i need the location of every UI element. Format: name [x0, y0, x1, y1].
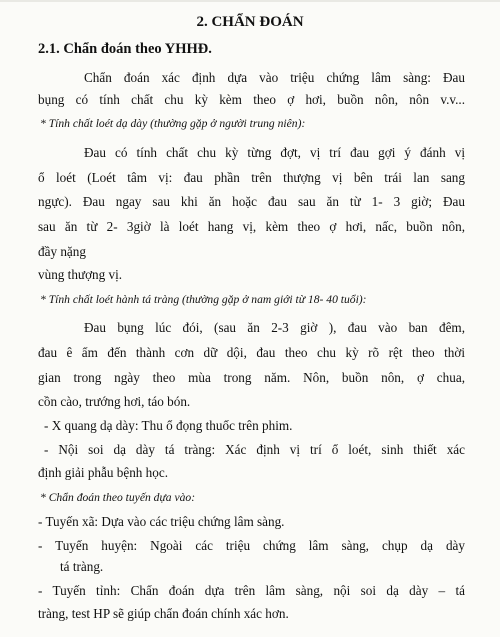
paragraph-line: sau ăn từ 2- 3giờ là loét hang vị, kèm theo ợ hơi, nấc, buồn nôn, [38, 219, 465, 234]
paragraph-line: tràng, test HP sẽ giúp chẩn đoán chính xác hơn. [38, 606, 289, 621]
paragraph-line: tá tràng. [60, 559, 104, 574]
section-title: 2. CHẨN ĐOÁN [196, 14, 304, 30]
paragraph-line: định giải phẫu bệnh học. [38, 465, 169, 480]
list-item: - Nội soi dạ dày tá tràng: Xác định vị trí ổ loét, sinh thiết xác [44, 442, 465, 457]
paragraph-line: vùng thượng vị. [38, 267, 123, 282]
paragraph-line: Chẩn đoán xác định dựa vào triệu chứng lâm sàng: Đau [84, 70, 465, 85]
italic-heading: * Tính chất loét hành tá tràng (thường gặp ở nam giới từ 18- 40 tuổi): [40, 293, 367, 306]
subsection-heading: 2.1. Chẩn đoán theo YHHĐ. [38, 41, 212, 57]
list-item: - Tuyến huyện: Ngoài các triệu chứng lâm sàng, chụp dạ dày [38, 538, 465, 553]
paragraph-line: gian trong ngày theo mùa trong năm. Nôn, buồn nôn, ợ chua, [38, 370, 465, 385]
paragraph-line: đầy nặng [38, 244, 86, 259]
scan-edge [0, 0, 500, 2]
paragraph-line: bụng có tính chất chu kỳ kèm theo ợ hơi, buồn nôn, nôn v.v... [38, 92, 465, 107]
paragraph-line: ngực). Đau ngay sau khi ăn hoặc đau sau ăn từ 1- 3 giờ; Đau [38, 194, 465, 209]
paragraph-line: đau ê ẩm đến thành cơn dữ dội, đau theo chu kỳ rõ rệt theo thời [38, 345, 465, 360]
paragraph-line: Đau bụng lúc đói, (sau ăn 2-3 giờ ), đau vào ban đêm, [84, 320, 465, 335]
paragraph-line: Đau có tính chất chu kỳ từng đợt, vị trí đau gợi ý đánh vị [84, 145, 465, 160]
italic-heading: * Tính chất loét dạ dày (thường gặp ở người trung niên): [40, 117, 306, 130]
list-item: - X quang dạ dày: Thu ổ đọng thuốc trên phim. [44, 418, 293, 433]
italic-heading: * Chẩn đoán theo tuyến dựa vào: [40, 491, 196, 504]
list-item: - Tuyến tỉnh: Chẩn đoán dựa trên lâm sàng, nội soi dạ dày – tá [38, 583, 465, 598]
paragraph-line: ổ loét (Loét tâm vị: đau phần trên thượng vị bên trái lan sang [38, 170, 465, 185]
list-item: - Tuyến xã: Dựa vào các triệu chứng lâm sàng. [38, 514, 285, 529]
paragraph-line: cồn cào, trướng hơi, táo bón. [38, 394, 191, 409]
